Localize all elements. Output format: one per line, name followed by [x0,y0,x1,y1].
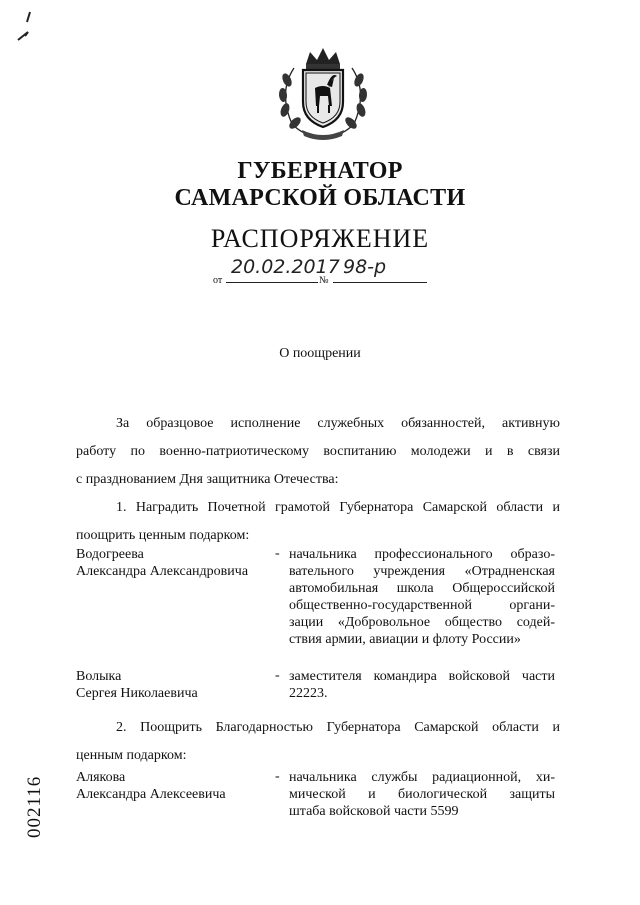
awardee-2-position [289,668,555,702]
position-line: автомобильная школа Общероссийской [289,581,555,596]
date-underline [226,282,318,283]
position-line: 22223. [289,686,328,701]
handwritten-number: 98-р [343,256,387,278]
position-line: штаба войсковой части 5599 [289,804,459,819]
position-line: вательного учреждения «Отрадненская [289,564,555,579]
serial-number-text: 002116 [24,775,45,838]
position-line: мической и биологической защиты [289,787,555,802]
coat-of-arms-icon [272,40,374,142]
awardee-1-dash: - [275,546,280,561]
position-line: общественно-государственной органи- [289,598,555,613]
date-number-line [213,256,433,292]
awardee-3-position [289,769,555,820]
document-type-heading: РАСПОРЯЖЕНИЕ [210,224,430,253]
date-from-label: от [213,275,223,286]
position-line: начальника службы радиационной, хи- [289,770,555,785]
item-2-line-1: 2. Поощрить Благодарностью Губернатора Самарской области и [116,720,560,735]
position-line: ствия армии, авиации и флоту России» [289,632,521,647]
preamble-line-2: работу по военно-патриотическому воспитанию молодежи и в связи [76,444,560,459]
awardee-3-name [76,769,276,803]
preamble-line-3: с празднованием Дня защитника Отечества: [76,472,339,487]
number-underline [333,282,427,283]
awardee-surname: Водогреева [76,547,144,562]
document-subject: О поощрении [279,346,361,361]
awardee-given-names: Сергея Николаевича [76,686,198,701]
position-line: заместителя командира войсковой части [289,669,555,684]
awardee-2-dash: - [275,668,280,683]
awardee-surname: Волыка [76,669,122,684]
issuer-title-line-1: ГУБЕРНАТОР [237,158,403,184]
awardee-given-names: Александра Александровича [76,564,249,579]
awardee-1-position [289,546,555,648]
awardee-3-dash: - [275,769,280,784]
awardee-given-names: Александра Алексеевича [76,787,226,802]
position-line: начальника профессионального образо- [289,547,555,562]
awardee-surname: Алякова [76,770,126,785]
awardee-1-name [76,546,276,580]
item-1-line-2: поощрить ценным подарком: [76,528,250,543]
awardee-2-name [76,668,276,702]
number-label: № [319,275,329,286]
preamble-line-1: За образцовое исполнение служебных обязанностей, активную [116,416,560,431]
position-line: зации «Добровольное общество содей- [289,615,555,630]
item-2-line-2: ценным подарком: [76,748,187,763]
issuer-title-line-2: САМАРСКОЙ ОБЛАСТИ [174,185,466,211]
form-serial-number [24,775,86,860]
check-mark-icon [14,10,34,46]
item-1-line-1: 1. Наградить Почетной грамотой Губернатора Самарской области и [116,500,560,515]
handwritten-date: 20.02.2017 [231,256,340,278]
